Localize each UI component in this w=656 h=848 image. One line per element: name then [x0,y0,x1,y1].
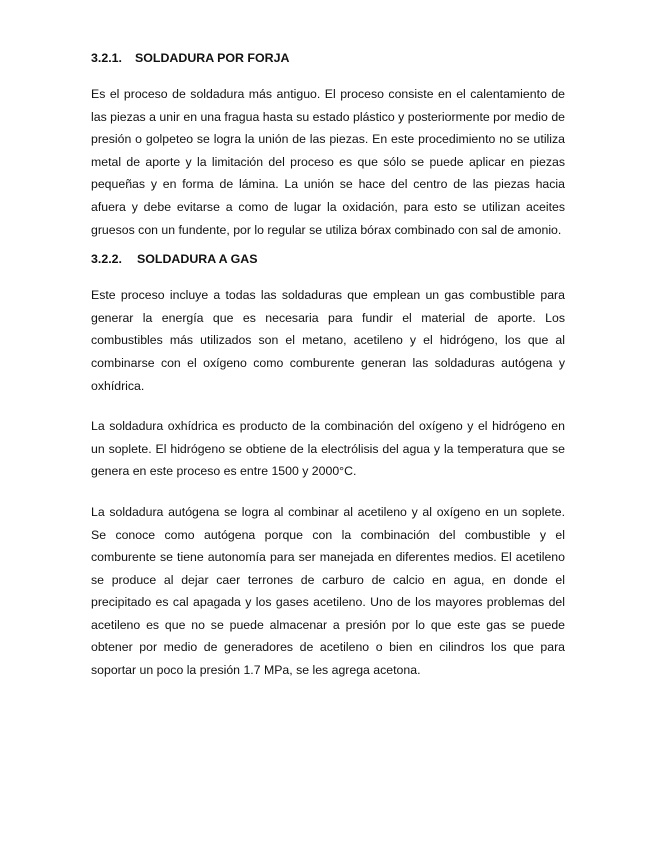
section-title: SOLDADURA POR FORJA [135,51,290,65]
document-page [91,50,565,682]
section-heading-soldadura-a-gas [91,251,565,267]
paragraph-soldadura-por-forja: Es el proceso de soldadura más antiguo. El proceso consiste en el calentamiento de las piezas a unir en una fragua hasta su estado plástico y posteriormente por medio de presión o golpeteo se logra la unión de las piezas. En este procedimiento no se utiliza metal de aporte y la limitación del proceso es que sólo se puede aplicar en piezas pequeñas y en forma de lámina. La unión se hace del centro de las piezas hacia afuera y debe evitarse a como de lugar la oxidación, para esto se utilizan aceites gruesos con un fundente, por lo regular se utiliza bórax combinado con sal de amonio. [91,87,565,237]
paragraph-oxhidrica: La soldadura oxhídrica es producto de la combinación del oxígeno y el hidrógeno en un soplete. El hidrógeno se obtiene de la electrólisis del agua y la temperatura que se genera en este proceso es entre 1500 y 2000°C. [91,419,565,479]
paragraph-gas-intro: Este proceso incluye a todas las soldaduras que emplean un gas combustible para generar la energía que es necesaria para fundir el material de aporte. Los combustibles más utilizados son el metano, acetileno y el hidrógeno, los que al combinarse con el oxígeno como comburente generan las soldaduras autógena y oxhídrica. [91,288,565,393]
section-number: 3.2.2. [91,252,123,267]
paragraph-autogena: La soldadura autógena se logra al combinar al acetileno y al oxígeno en un soplete. Se conoce como autógena porque con la combinación del combustible y el comburente se tiene autonomía para ser manejada en diferentes medios. El acetileno se produce al dejar caer terrones de carburo de calcio en agua, en donde el precipitado es cal apagada y los gases acetileno. Uno de los mayores problemas del acetileno es que no se puede almacenar a presión por lo que este gas se puede obtener por medio de generadores de acetileno o bien en cilindros los que para soportar un poco la presión 1.7 MPa, se les agrega acetona. [91,504,565,678]
section-number: 3.2.1. [91,51,123,65]
section-title: SOLDADURA A GAS [137,252,258,267]
section-heading-soldadura-por-forja [91,50,565,66]
